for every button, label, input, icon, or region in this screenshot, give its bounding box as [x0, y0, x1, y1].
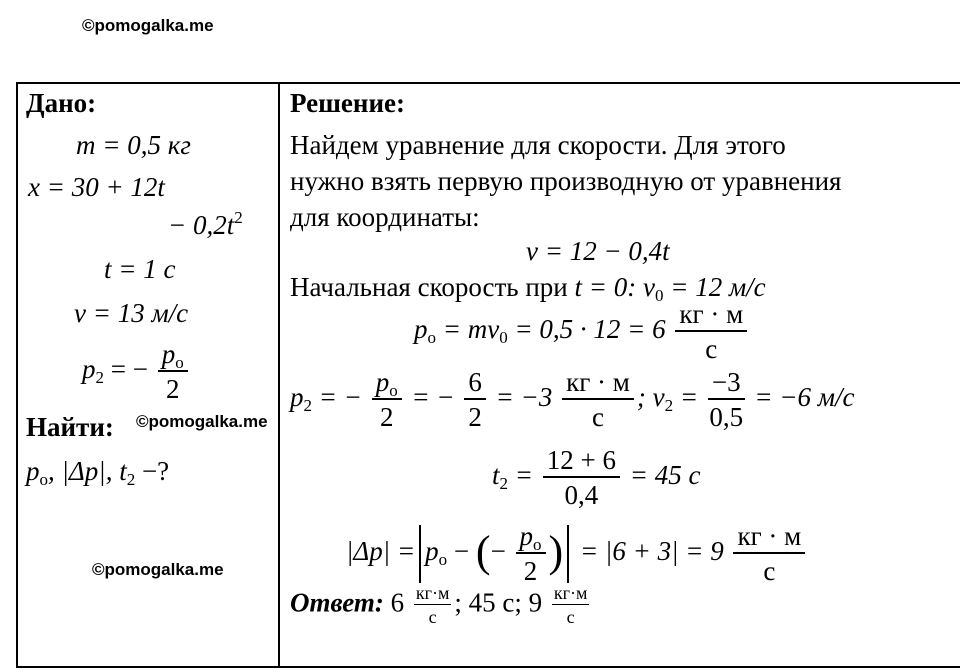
given-x-line1: x = 30 + 12t [28, 172, 165, 202]
find-heading: Найти: [26, 412, 114, 442]
given-time: t = 1 с [104, 254, 176, 284]
solution-text-2: нужно взять первую производную от уравнения [290, 166, 842, 196]
answer-unit-1: $\frac{кг\cdot м}{с}$ [415, 583, 450, 627]
column-divider [278, 82, 280, 668]
answer-line: Ответ: 6 $\frac{кг\cdot м}{с}$ ; 45 с; 9 $\frac{кг\cdot м}{с}$ [290, 583, 588, 627]
given-heading: Дано: [26, 88, 97, 118]
given-p2: $p_2$ = − $\frac{p_o}{2}$ [82, 340, 191, 404]
momentum-unit: $\frac{кг \cdot м}{с}$ [675, 300, 747, 364]
solution-text-1: Найдем уравнение для скорости. Для этого [290, 130, 786, 160]
answer-unit-2: $\frac{кг\cdot м}{с}$ [553, 583, 588, 627]
momentum-change: $|\Delta p| = p_o$ − (− $\frac{p_o}{2}$ ) = |6 + 3| = 9 $\frac{кг \cdot м}{с}$ [346, 522, 808, 586]
initial-velocity: Начальная скорость при t = 0: $v_0 = 12$ м/с [290, 272, 766, 305]
solution-heading: Решение: [290, 88, 405, 118]
given-p2-fraction: $\frac{p_o}{2}$ [158, 340, 188, 404]
time-t2: $t_2$ = $\frac{12 + 6}{0,4}$ = 45 с [492, 445, 701, 511]
abs-bar-right [567, 525, 569, 583]
watermark-middle: ©pomogalka.me [136, 412, 268, 431]
find-items: $p_o$, |Δp|, $t_2$ −? [26, 456, 170, 489]
momentum-initial: $p_o = mv_0 = 0,5 \cdot 12 = 6$ $\frac{кг \cdot м}{с}$ [414, 300, 750, 364]
abs-bar-left [419, 525, 421, 583]
momentum-p2-line: $p_2$ = − $\frac{p_o}{2}$ = − $\frac{6}{2}$ = −3 $\frac{кг \cdot м}{с}$ ; $v_2$ = $\frac{-3}{0,5}$ = −6 м/с [290, 367, 855, 433]
t2-fraction: $\frac{12 + 6}{0,4}$ [543, 446, 620, 510]
p2-unit: $\frac{кг \cdot м}{с}$ [562, 368, 634, 432]
p2-fraction-1: $\frac{p_o}{2}$ [372, 368, 402, 432]
v2-fraction: $\frac{-3}{0,5}$ [709, 367, 744, 433]
given-velocity: v = 13 м/с [74, 298, 189, 328]
watermark-top: ©pomogalka.me [82, 16, 214, 35]
given-mass: m = 0,5 кг [76, 130, 191, 160]
watermark-bottom: ©pomogalka.me [92, 560, 224, 579]
given-x-line2: − $0,2t^2$ [168, 208, 243, 240]
dp-unit: $\frac{кг \cdot м}{с}$ [733, 522, 805, 586]
solution-text-3: для координаты: [290, 202, 480, 232]
dp-fraction: $\frac{p_o}{2}$ [516, 522, 546, 586]
velocity-equation: v = 12 − 0,4t [526, 236, 670, 266]
p2-fraction-2: $\frac{6}{2}$ [464, 368, 486, 432]
